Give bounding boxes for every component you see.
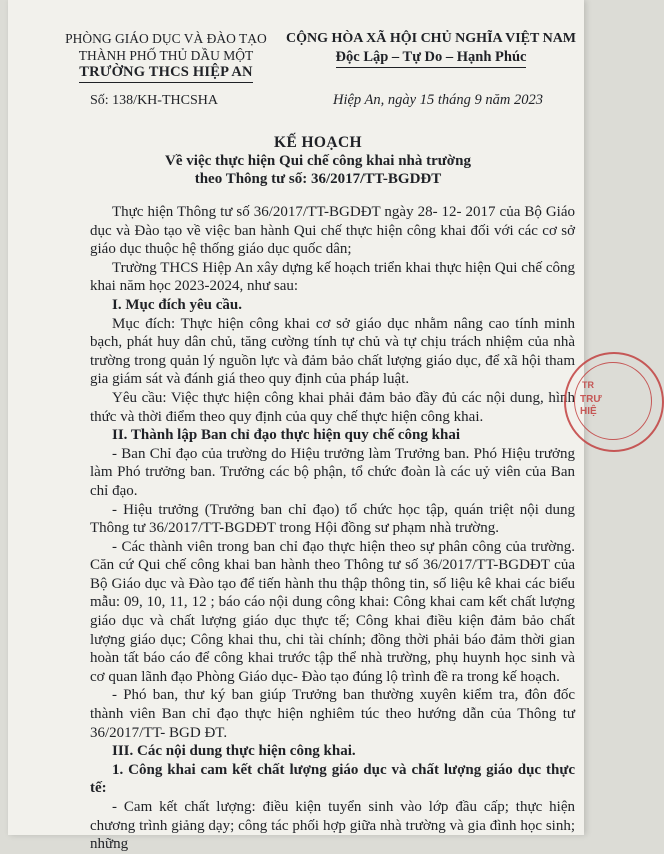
- city-name: THÀNH PHỐ THỦ DẦU MỘT: [78, 48, 254, 63]
- document-page: [8, 0, 602, 853]
- paragraph: Trường THCS Hiệp An xây dựng kế hoạch triển khai thực hiện Qui chế công khai năm học 2023-2024, như sau:: [90, 259, 575, 295]
- document-number: Số: 138/KH-THCSHA: [90, 93, 218, 108]
- department-name: PHÒNG GIÁO DỤC VÀ ĐÀO TẠO: [65, 31, 267, 46]
- stamp-text: TRƯ: [580, 394, 602, 405]
- school-seal-stamp: [564, 352, 664, 452]
- national-header: [286, 30, 576, 68]
- paragraph: - Các thành viên trong ban chỉ đạo thực hiện theo sự phân công của trường. Căn cứ Qui chế công khai ban hành theo Thông tư số 36/2017/TT-BGDĐT của Bộ Giáo dục và Đào tạo để tiến hành thu thập thông tin, số liệu kê khai các biểu mẫu: 09, 10, 11, 12 ; báo cáo nội dung công khai: Công khai cam kết chất lượng giáo dục và chất lượng giáo dục thực tế; Công khai điều kiện đảm bảo chất lượng giáo dục; Công khai thu, chi tài chính; đồng thời phải báo đảm thời gian hoàn tất báo cáo để công khai trước tập thể nhà trường, phụ huynh học sinh và cơ quan lãnh đạo Phòng Giáo dục- Đào tạo đúng lộ trình đề ra trong kế hoạch.: [90, 538, 575, 685]
- place-and-date: Hiệp An, ngày 15 tháng 9 năm 2023: [333, 92, 543, 108]
- paragraph: - Cam kết chất lượng: điều kiện tuyển sinh vào lớp đầu cấp; thực hiện chương trình giảng dạy; công tác phối hợp giữa nhà trường và gia đình học sinh; những: [90, 799, 575, 853]
- stamp-text: HIỆ: [580, 406, 597, 417]
- title-main: KẾ HOẠCH: [273, 134, 363, 151]
- paragraph: - Hiệu trưởng (Trưởng ban chỉ đạo) tổ chức học tập, quán triệt nội dung Thông tư 36/2017/TT-BGDĐT trong Hội đồng sư phạm nhà trường.: [90, 501, 575, 537]
- stamp-text: TR: [582, 380, 594, 390]
- paragraph: Mục đích: Thực hiện công khai cơ sở giáo dục nhằm nâng cao tính minh bạch, phát huy dân chủ, tăng cường tính tự chủ và tự chịu trách nhiệm của nhà trường trong quản lý nguồn lực và đảm bảo chất lượng giáo dục, để xã hội tham gia giám sát và đánh giá theo quy định của pháp luật.: [90, 315, 575, 388]
- section-heading: II. Thành lập Ban chỉ đạo thực hiện quy chế công khai: [112, 427, 461, 444]
- document-title: [68, 134, 568, 188]
- national-motto: Độc Lập – Tự Do – Hạnh Phúc: [336, 48, 527, 68]
- paragraph: - Phó ban, thư ký ban giúp Trưởng ban thường xuyên kiểm tra, đôn đốc thành viên Ban chỉ đạo thực hiện nghiêm túc theo hướng dẫn của Thông tư 36/2017/TT- BGD ĐT.: [90, 687, 575, 741]
- school-name: TRƯỜNG THCS HIỆP AN: [79, 64, 252, 83]
- document-body: [90, 203, 575, 854]
- section-heading: III. Các nội dung thực hiện công khai.: [112, 743, 356, 760]
- subsection-heading: 1. Công khai cam kết chất lượng giáo dục và chất lượng giáo dục thực tế:: [90, 761, 575, 797]
- paragraph: - Ban Chỉ đạo của trường do Hiệu trưởng làm Trưởng ban. Phó Hiệu trưởng làm Phó trưởng ban. Trưởng các bộ phận, tổ chức đoàn là các uỷ viên của Ban chỉ đạo.: [90, 445, 575, 499]
- issuer-header: [60, 30, 272, 83]
- title-subject: Về việc thực hiện Qui chế công khai nhà trường: [165, 153, 471, 169]
- nation-name: CỘNG HÒA XÃ HỘI CHỦ NGHĨA VIỆT NAM: [286, 31, 577, 46]
- title-reference: theo Thông tư số: 36/2017/TT-BGDĐT: [194, 171, 442, 187]
- paragraph: Yêu cầu: Việc thực hiện công khai phải đảm bảo đầy đủ các nội dung, hình thức và thời điểm theo quy định của quy chế thực hiện công khai.: [90, 389, 575, 425]
- paragraph: Thực hiện Thông tư số 36/2017/TT-BGDĐT ngày 28- 12- 2017 của Bộ Giáo dục và Đào tạo về việc ban hành Qui chế thực hiện công khai đối với các cơ sở giáo dục thuộc hệ thống giáo dục quốc dân;: [90, 204, 575, 258]
- section-heading: I. Mục đích yêu cầu.: [112, 296, 243, 313]
